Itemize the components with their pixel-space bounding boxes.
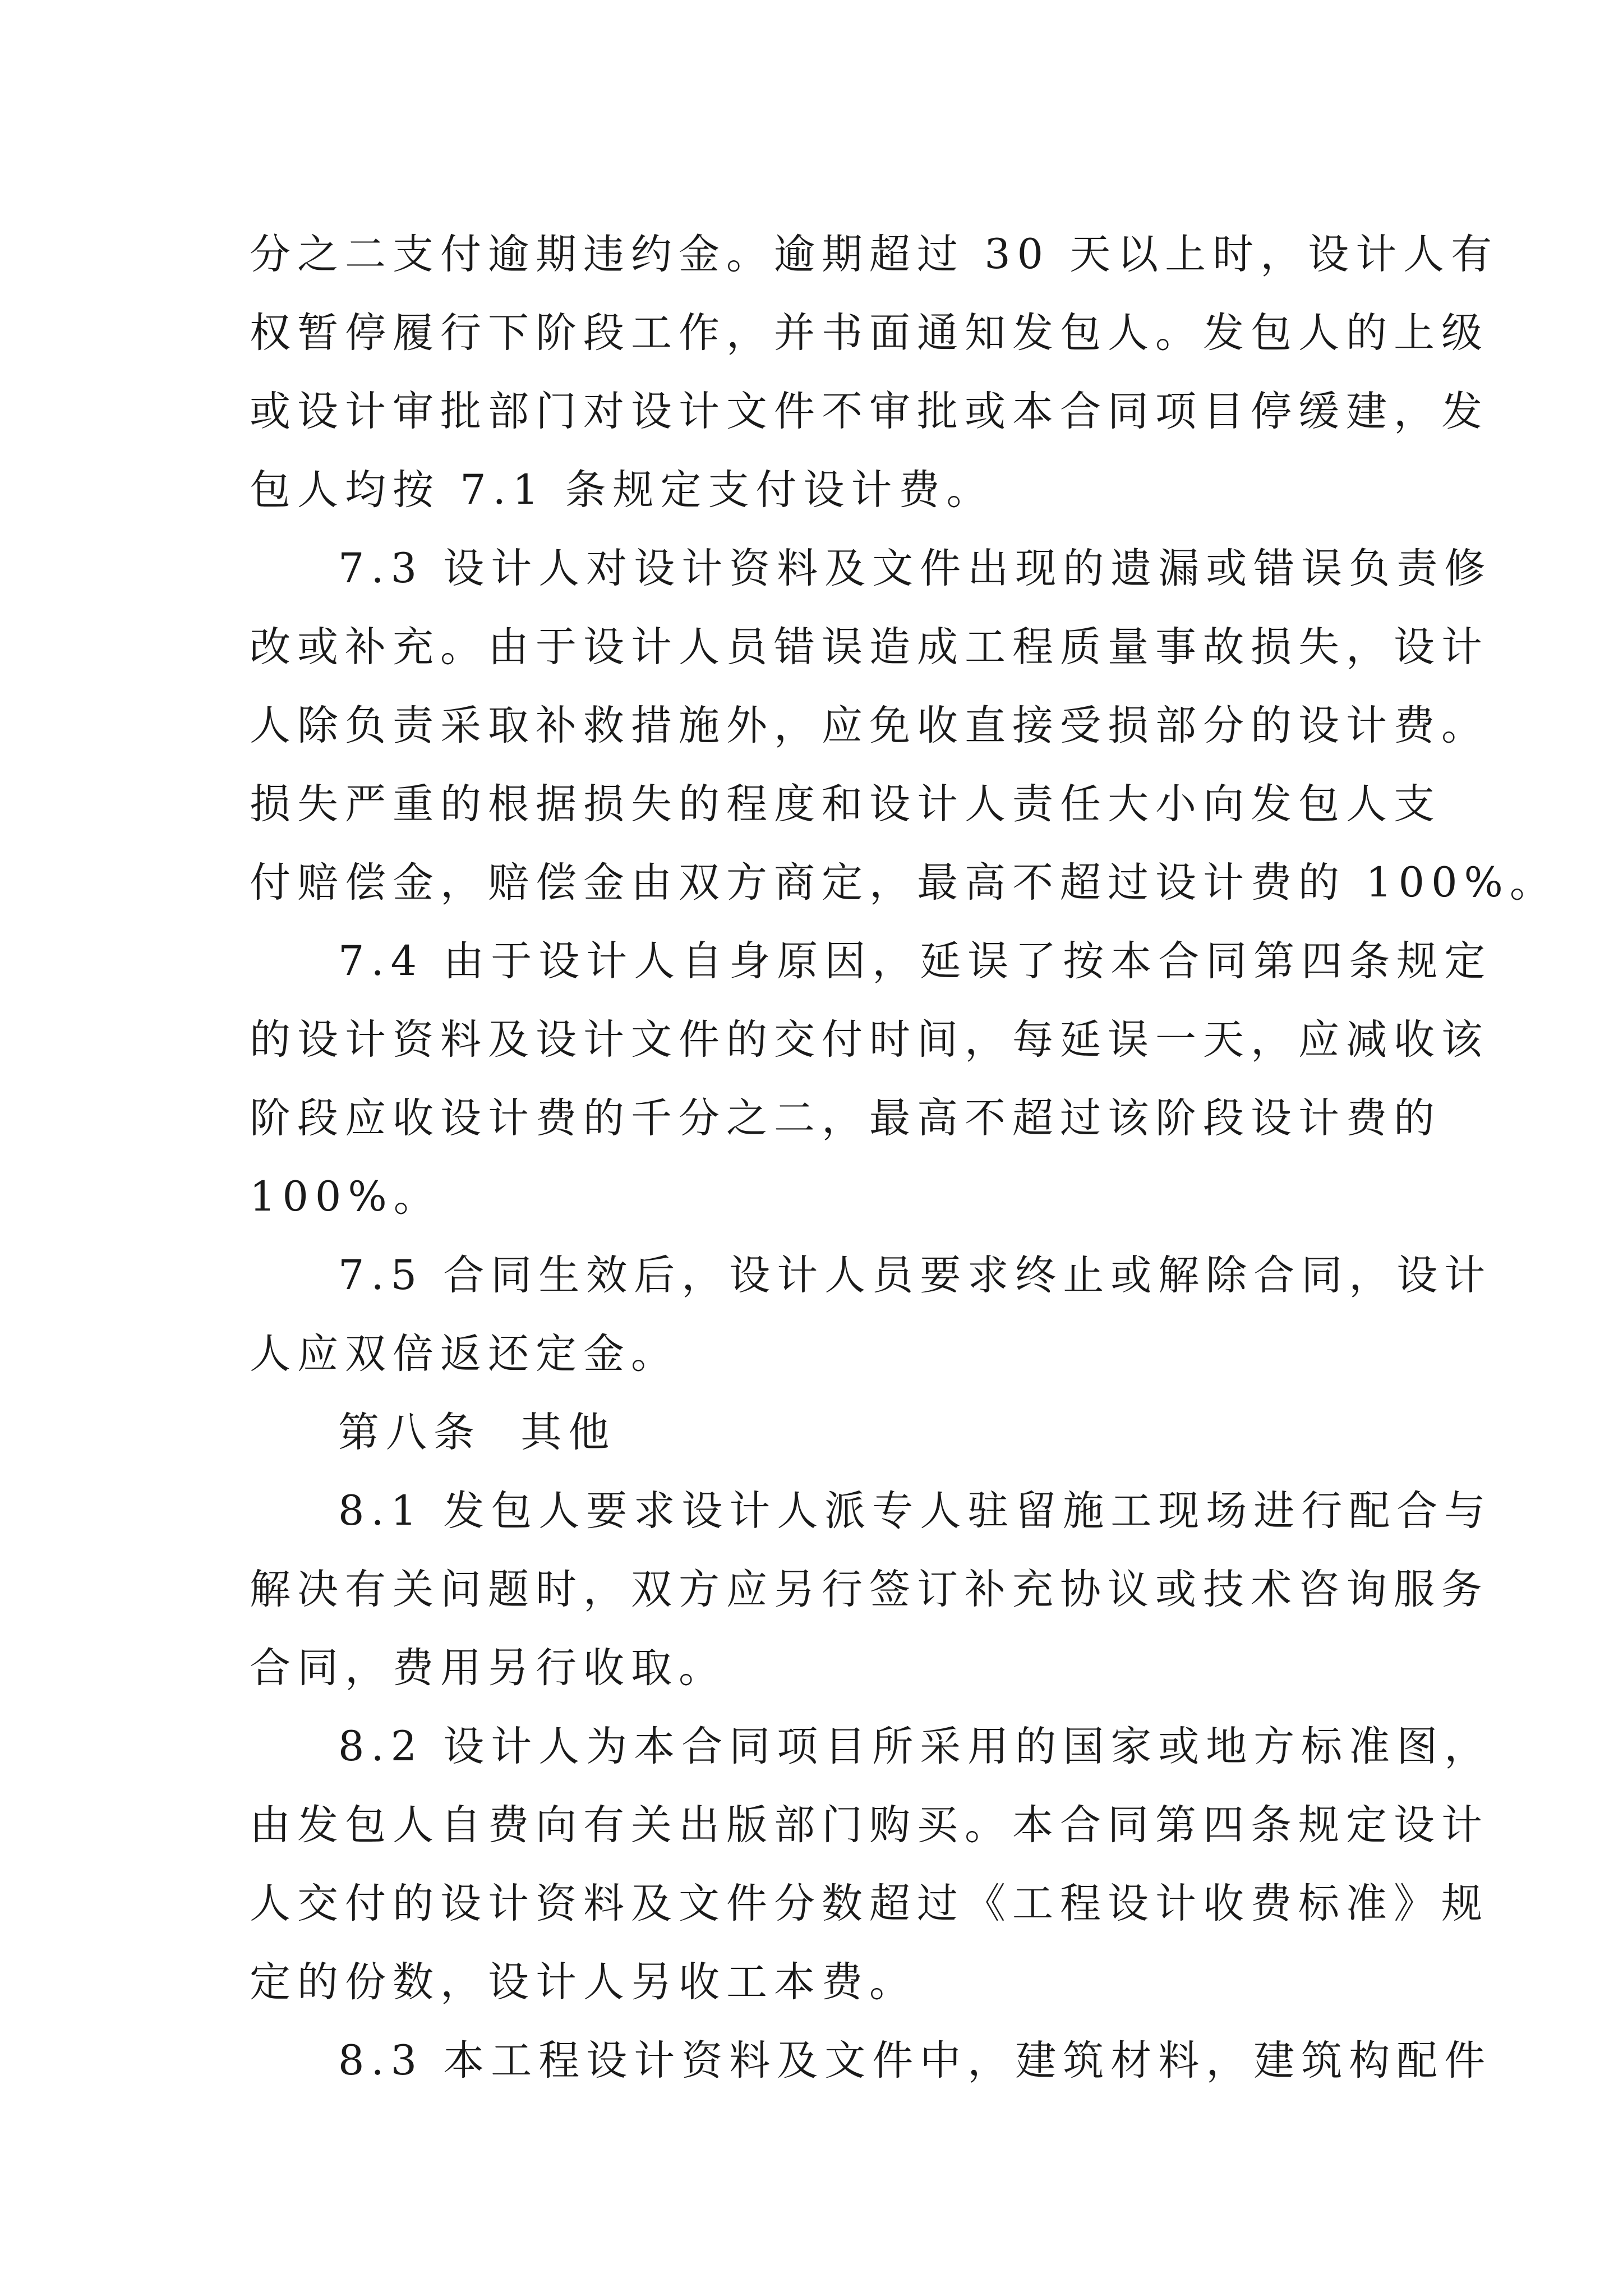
text-line: 7.5 合同生效后，设计人员要求终止或解除合同，设计 bbox=[338, 1251, 1492, 1299]
text-line: 的设计资料及设计文件的交付时间，每延误一天，应减收该 bbox=[250, 1016, 1489, 1064]
text-line: 人除负责采取补救措施外，应免收直接受损部分的设计费。 bbox=[250, 702, 1489, 749]
text-line: 8.1 发包人要求设计人派专人驻留施工现场进行配合与 bbox=[338, 1487, 1492, 1535]
document-body bbox=[250, 215, 1557, 2100]
text-line: 包人均按 7.1 条规定支付设计费。 bbox=[250, 466, 994, 514]
paragraph-7-5 bbox=[250, 1236, 1492, 1393]
text-line: 改或补充。由于设计人员错误造成工程质量事故损失，设计 bbox=[250, 623, 1489, 671]
text-line: 解决有关问题时，双方应另行签订补充协议或技术咨询服务 bbox=[250, 1566, 1489, 1613]
paragraph-7-4 bbox=[250, 922, 1492, 1236]
article-8-heading bbox=[250, 1393, 1388, 1472]
text-line: 100%。 bbox=[250, 1173, 441, 1221]
text-line: 7.3 设计人对设计资料及文件出现的遗漏或错误负责修 bbox=[338, 545, 1492, 592]
paragraph-7-3 bbox=[250, 530, 1557, 922]
text-line: 权暂停履行下阶段工作，并书面通知发包人。发包人的上级 bbox=[250, 309, 1489, 357]
text-line: 7.4 由于设计人自身原因，延误了按本合同第四条规定 bbox=[338, 937, 1492, 985]
paragraph-8-1 bbox=[250, 1472, 1492, 1708]
text-line: 8.2 设计人为本合同项目所采用的国家或地方标准图， bbox=[338, 1723, 1492, 1770]
section-heading: 第八条 其他 bbox=[338, 1409, 616, 1456]
text-line: 合同，费用另行收取。 bbox=[250, 1644, 726, 1692]
paragraph-8-2 bbox=[250, 1708, 1492, 2022]
paragraph-8-3 bbox=[250, 2022, 1492, 2100]
text-line: 或设计审批部门对设计文件不审批或本合同项目停缓建，发 bbox=[250, 388, 1489, 435]
text-line: 损失严重的根据损失的程度和设计人责任大小向发包人支 bbox=[250, 780, 1441, 828]
text-line: 8.3 本工程设计资料及文件中，建筑材料，建筑构配件 bbox=[338, 2037, 1492, 2085]
text-line: 人应双倍返还定金。 bbox=[250, 1330, 679, 1378]
text-line: 分之二支付逾期违约金。逾期超过 30 天以上时，设计人有 bbox=[250, 231, 1499, 278]
text-line: 由发包人自费向有关出版部门购买。本合同第四条规定设计 bbox=[250, 1801, 1489, 1849]
text-line: 人交付的设计资料及文件分数超过《工程设计收费标准》规 bbox=[250, 1880, 1489, 1927]
text-line: 定的份数，设计人另收工本费。 bbox=[250, 1958, 917, 2006]
text-line: 付赔偿金，赔偿金由双方商定，最高不超过设计费的 100%。 bbox=[250, 859, 1557, 907]
text-line: 阶段应收设计费的千分之二，最高不超过该阶段设计费的 bbox=[250, 1094, 1441, 1142]
paragraph-continuation bbox=[250, 215, 1499, 530]
